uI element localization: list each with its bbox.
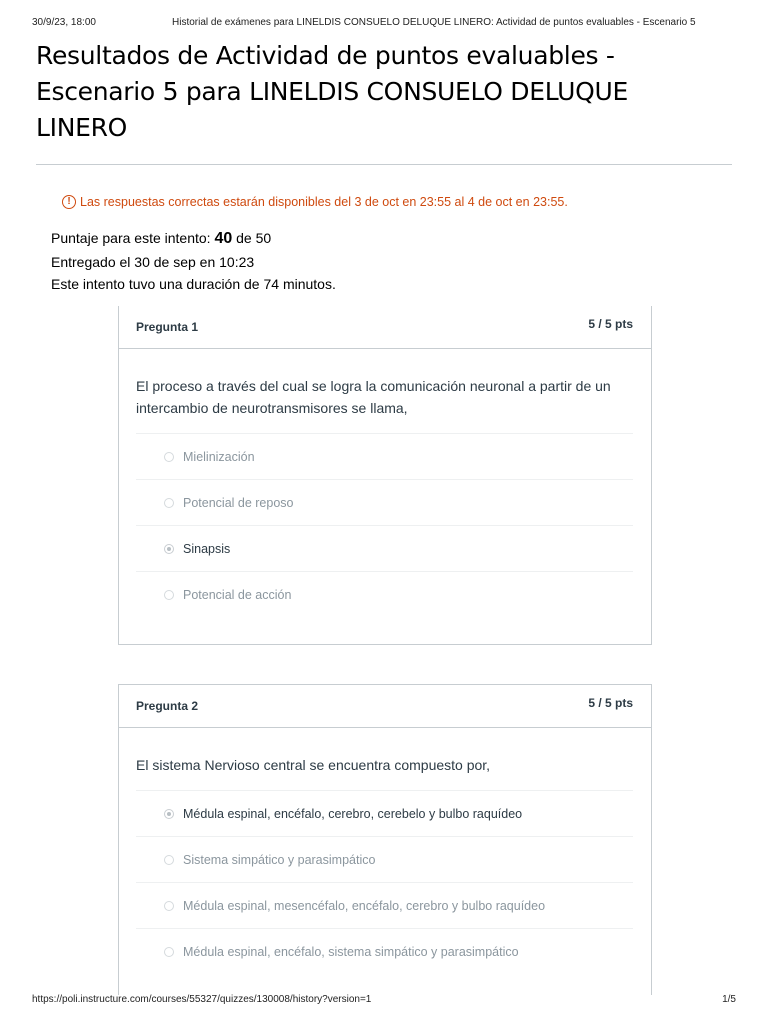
answer-label: Médula espinal, encéfalo, cerebro, cerebelo y bulbo raquídeo bbox=[183, 806, 523, 821]
question-card bbox=[118, 306, 652, 645]
answer-option-selected[interactable] bbox=[136, 525, 633, 571]
answer-label: Potencial de acción bbox=[183, 587, 292, 602]
answer-label: Potencial de reposo bbox=[183, 495, 294, 510]
answer-label: Mielinización bbox=[183, 449, 255, 464]
question-card bbox=[118, 684, 652, 995]
radio-button[interactable] bbox=[164, 855, 174, 865]
question-header bbox=[119, 306, 651, 349]
question-name: Pregunta 2 bbox=[136, 699, 199, 713]
question-points: 5 / 5 pts bbox=[588, 317, 633, 331]
page-number: 1/5 bbox=[722, 994, 736, 1005]
page-url: https://poli.instructure.com/courses/55327/quizzes/130008/history?version=1 bbox=[32, 994, 372, 1005]
answer-option-selected[interactable] bbox=[136, 790, 633, 836]
attempt-summary bbox=[51, 227, 336, 296]
score-total: de 50 bbox=[236, 230, 272, 246]
answers-availability-notice bbox=[62, 195, 568, 209]
answer-list bbox=[136, 790, 633, 974]
question-name: Pregunta 1 bbox=[136, 320, 199, 334]
radio-button[interactable] bbox=[164, 947, 174, 957]
question-text: El proceso a través del cual se logra la comunicación neuronal a partir de un intercambio de neurotransmisores se llama, bbox=[136, 378, 611, 416]
answer-label: Sinapsis bbox=[183, 541, 231, 556]
radio-button[interactable] bbox=[164, 901, 174, 911]
question-header bbox=[119, 685, 651, 728]
answer-label: Médula espinal, encéfalo, sistema simpático y parasimpático bbox=[183, 944, 519, 959]
answer-option[interactable] bbox=[136, 836, 633, 882]
answer-list bbox=[136, 433, 633, 617]
radio-button-checked[interactable] bbox=[164, 809, 174, 819]
answer-label: Médula espinal, mesencéfalo, encéfalo, cerebro y bulbo raquídeo bbox=[183, 898, 546, 913]
page-title: Resultados de Actividad de puntos evaluables - Escenario 5 para LINELDIS CONSUELO DELUQUE LINERO bbox=[36, 41, 628, 142]
radio-button[interactable] bbox=[164, 590, 174, 600]
answer-option[interactable] bbox=[136, 479, 633, 525]
warning-icon: ! bbox=[62, 195, 76, 209]
answer-option[interactable] bbox=[136, 882, 633, 928]
score-line bbox=[51, 227, 336, 251]
attempt-duration: Este intento tuvo una duración de 74 minutos. bbox=[51, 276, 336, 292]
title-divider bbox=[36, 164, 732, 165]
radio-button[interactable] bbox=[164, 452, 174, 462]
answer-option[interactable] bbox=[136, 928, 633, 974]
radio-button-checked[interactable] bbox=[164, 544, 174, 554]
print-title: Historial de exámenes para LINELDIS CONSUELO DELUQUE LINERO: Actividad de puntos evaluables - Escenario 5 bbox=[172, 17, 696, 28]
question-text: El sistema Nervioso central se encuentra compuesto por, bbox=[136, 757, 491, 773]
notice-text: Las respuestas correctas estarán disponibles del 3 de oct en 23:55 al 4 de oct en 23:55. bbox=[80, 195, 568, 209]
answer-label: Sistema simpático y parasimpático bbox=[183, 852, 376, 867]
question-points: 5 / 5 pts bbox=[588, 696, 633, 710]
answer-option[interactable] bbox=[136, 571, 633, 617]
score-label: Puntaje para este intento: bbox=[51, 230, 211, 246]
radio-button[interactable] bbox=[164, 498, 174, 508]
score-value: 40 bbox=[214, 230, 233, 247]
print-date: 30/9/23, 18:00 bbox=[32, 17, 96, 28]
answer-option[interactable] bbox=[136, 433, 633, 479]
submitted-date: Entregado el 30 de sep en 10:23 bbox=[51, 253, 255, 270]
